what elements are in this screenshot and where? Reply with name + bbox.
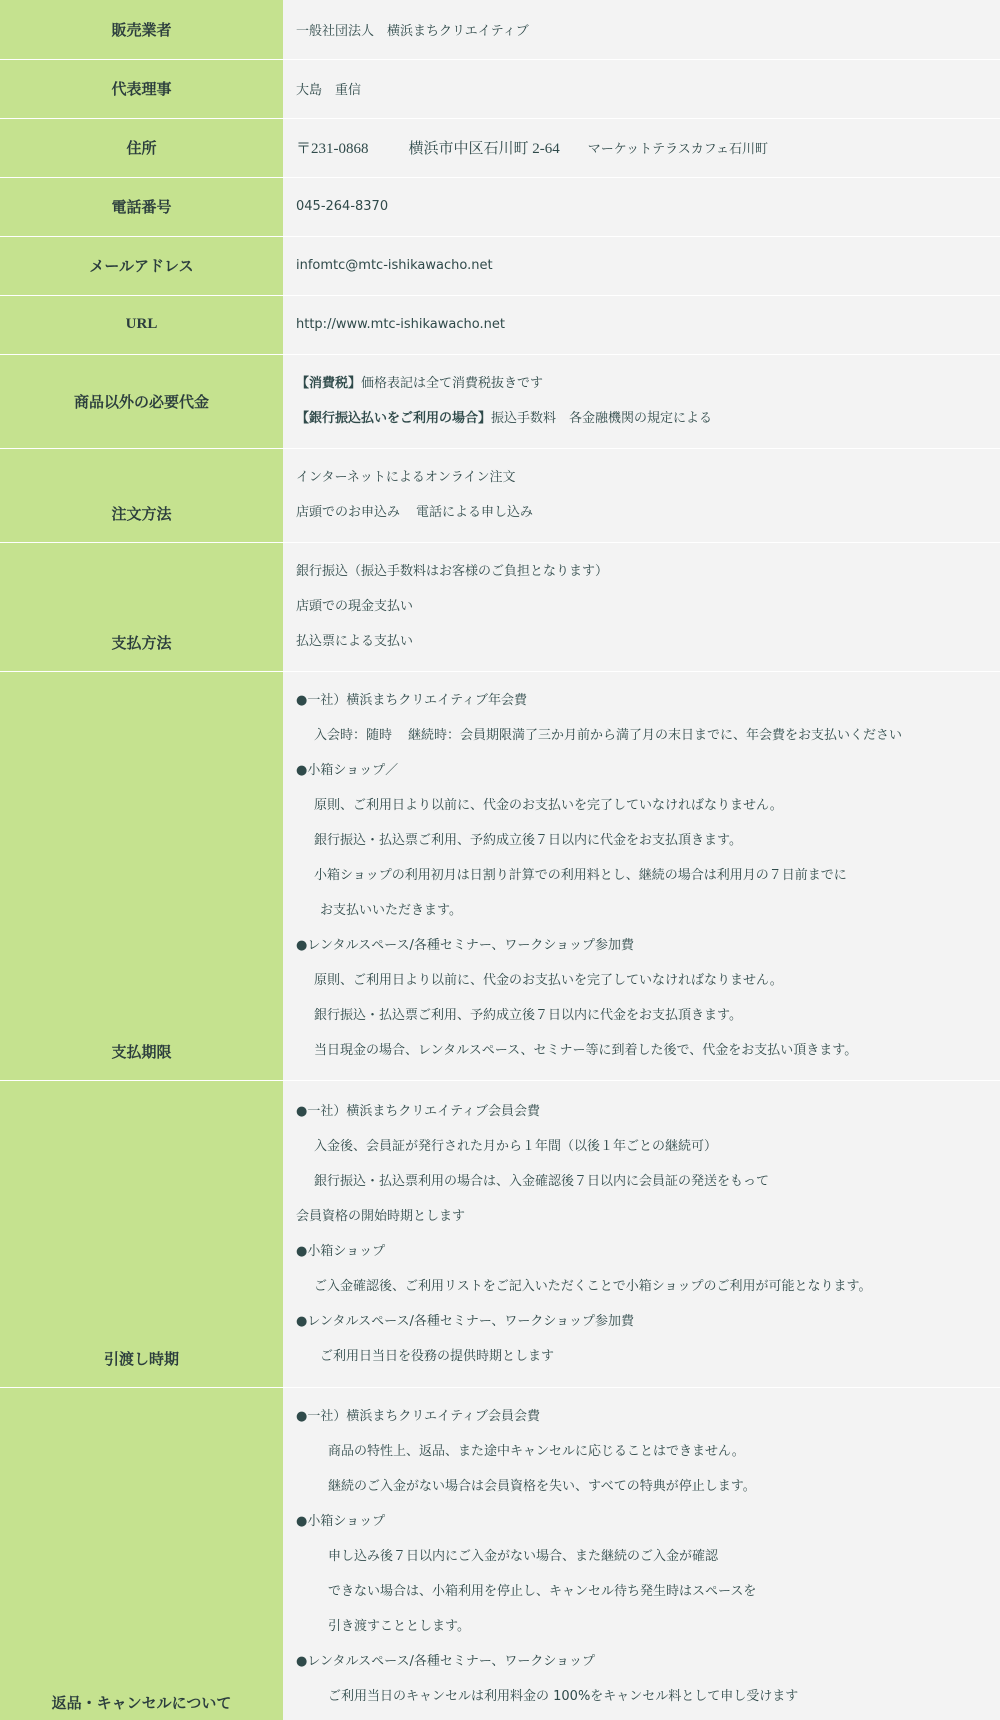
list-item: お支払いいただきます。 [320, 903, 462, 918]
table-row-extra-fees [0, 354, 1000, 448]
table-row-seller [0, 0, 1000, 59]
fee-line-tax [296, 366, 1000, 401]
list-item: 銀行振込・払込票利用の場合は、入金確認後７日以内に会員証の発送をもって [314, 1173, 770, 1189]
row-label-email: メールアドレス [0, 236, 283, 295]
row-value-address [283, 118, 1000, 177]
address-postal: 〒231-0868 [296, 141, 369, 157]
section-heading: ●一社）横浜まちクリエイティブ会員会費 [296, 1408, 541, 1424]
list-item: インターネットによるオンライン注文 [296, 470, 516, 485]
list-item: 払込票による支払い [296, 634, 414, 649]
row-value-phone: 045-264-8370 [283, 177, 1000, 236]
row-label-delivery-timing: 引渡し時期 [0, 1080, 283, 1387]
row-value-extra-fees [283, 354, 1000, 448]
list-item: 入金後、会員証が発行された月から１年間（以後１年ごとの継続可） [314, 1138, 718, 1154]
fee-heading-bank: 【銀行振込払いをご利用の場合】 [296, 411, 492, 426]
list-item: 原則、ご利用日より以前に、代金のお支払いを完了していなければなりません。 [314, 798, 783, 813]
fee-text-bank: 振込手数料 各金融機関の規定による [491, 411, 713, 426]
table-row-url [0, 295, 1000, 354]
list-item: ご利用日当日を役務の提供時期とします [320, 1348, 555, 1364]
row-value-seller: 一般社団法人 横浜まちクリエイティブ [283, 0, 1000, 59]
row-value-payment-method [283, 542, 1000, 671]
section-heading: ●レンタルスペース/各種セミナー、ワークショップ参加費 [296, 938, 635, 953]
section-heading: ●小箱ショップ／ [296, 763, 399, 778]
table-row-cancellation [0, 1387, 1000, 1720]
row-label-cancellation: 返品・キャンセルについて [0, 1387, 283, 1720]
section-heading: ●レンタルスペース/各種セミナー、ワークショップ [296, 1653, 596, 1669]
row-label-phone: 電話番号 [0, 177, 283, 236]
table-row-payment-method [0, 542, 1000, 671]
section-heading: ●一社）横浜まちクリエイティブ年会費 [296, 693, 528, 708]
row-label-payment-deadline: 支払期限 [0, 671, 283, 1080]
list-item: 入会時：随時 継続時：会員期限満了三か月前から満了月の末日までに、年会費をお支払いください [314, 728, 903, 743]
fee-line-bank [296, 401, 1000, 436]
list-item: できない場合は、小箱利用を停止し、キャンセル待ち発生時はスペースを [328, 1583, 757, 1599]
section-heading: ●小箱ショップ [296, 1513, 386, 1529]
row-value-payment-deadline [283, 671, 1000, 1080]
table-row-delivery-timing [0, 1080, 1000, 1387]
list-item: 銀行振込（振込手数料はお客様のご負担となります） [296, 564, 609, 579]
row-label-seller: 販売業者 [0, 0, 283, 59]
row-value-representative: 大島 重信 [283, 59, 1000, 118]
fee-heading-tax: 【消費税】 [296, 376, 362, 391]
section-heading: ●レンタルスペース/各種セミナー、ワークショップ参加費 [296, 1313, 635, 1329]
list-item: 商品の特性上、返品、また途中キャンセルに応じることはできません。 [328, 1443, 745, 1459]
list-item: 原則、ご利用日より以前に、代金のお支払いを完了していなければなりません。 [314, 973, 783, 988]
list-item: 小箱ショップの利用初月は日割り計算での利用料とし、継続の場合は利用月の７日前までに [314, 868, 847, 883]
list-item: 店頭での現金支払い [296, 599, 414, 614]
table-row-email [0, 236, 1000, 295]
list-item: 当日現金の場合、レンタルスペース、セミナー等に到着した後で、代金をお支払い頂きます。 [314, 1043, 858, 1058]
row-label-representative: 代表理事 [0, 59, 283, 118]
list-item: 申し込み後７日以内にご入金がない場合、また継続のご入金が確認 [328, 1548, 719, 1564]
row-label-payment-method: 支払方法 [0, 542, 283, 671]
row-value-cancellation [283, 1387, 1000, 1720]
list-item: 銀行振込・払込票ご利用、予約成立後７日以内に代金をお支払頂きます。 [314, 1008, 742, 1023]
list-item: 引き渡すこととします。 [328, 1618, 470, 1634]
table-row-payment-deadline [0, 671, 1000, 1080]
section-heading: ●一社）横浜まちクリエイティブ会員会費 [296, 1103, 541, 1119]
list-item: 銀行振込・払込票ご利用、予約成立後７日以内に代金をお支払頂きます。 [314, 833, 742, 848]
list-item: ご利用当日のキャンセルは利用料金の 100%をキャンセル料として申し受けます [328, 1688, 799, 1704]
row-value-url: http://www.mtc-ishikawacho.net [283, 295, 1000, 354]
row-value-delivery-timing [283, 1080, 1000, 1387]
row-label-extra-fees: 商品以外の必要代金 [0, 354, 283, 448]
list-item: ご入金確認後、ご利用リストをご記入いただくことで小箱ショップのご利用が可能となります。 [314, 1278, 872, 1294]
table-row-representative [0, 59, 1000, 118]
row-label-address: 住所 [0, 118, 283, 177]
table-row-address [0, 118, 1000, 177]
row-value-email: infomtc@mtc-ishikawacho.net [283, 236, 1000, 295]
row-label-order-method: 注文方法 [0, 448, 283, 542]
table-row-phone [0, 177, 1000, 236]
list-item: 会員資格の開始時期とします [296, 1208, 466, 1224]
row-label-url: URL [0, 295, 283, 354]
list-item: 継続のご入金がない場合は会員資格を失い、すべての特典が停止します。 [328, 1478, 756, 1494]
table-row-order-method [0, 448, 1000, 542]
address-street: 横浜市中区石川町 2-64 [408, 141, 560, 157]
address-building: マーケットテラスカフェ石川町 [587, 142, 769, 157]
fee-text-tax: 価格表記は全て消費税抜きです [361, 376, 544, 391]
section-heading: ●小箱ショップ [296, 1243, 386, 1259]
row-value-order-method [283, 448, 1000, 542]
list-item: 店頭でのお申込み 電話による申し込み [296, 505, 534, 520]
